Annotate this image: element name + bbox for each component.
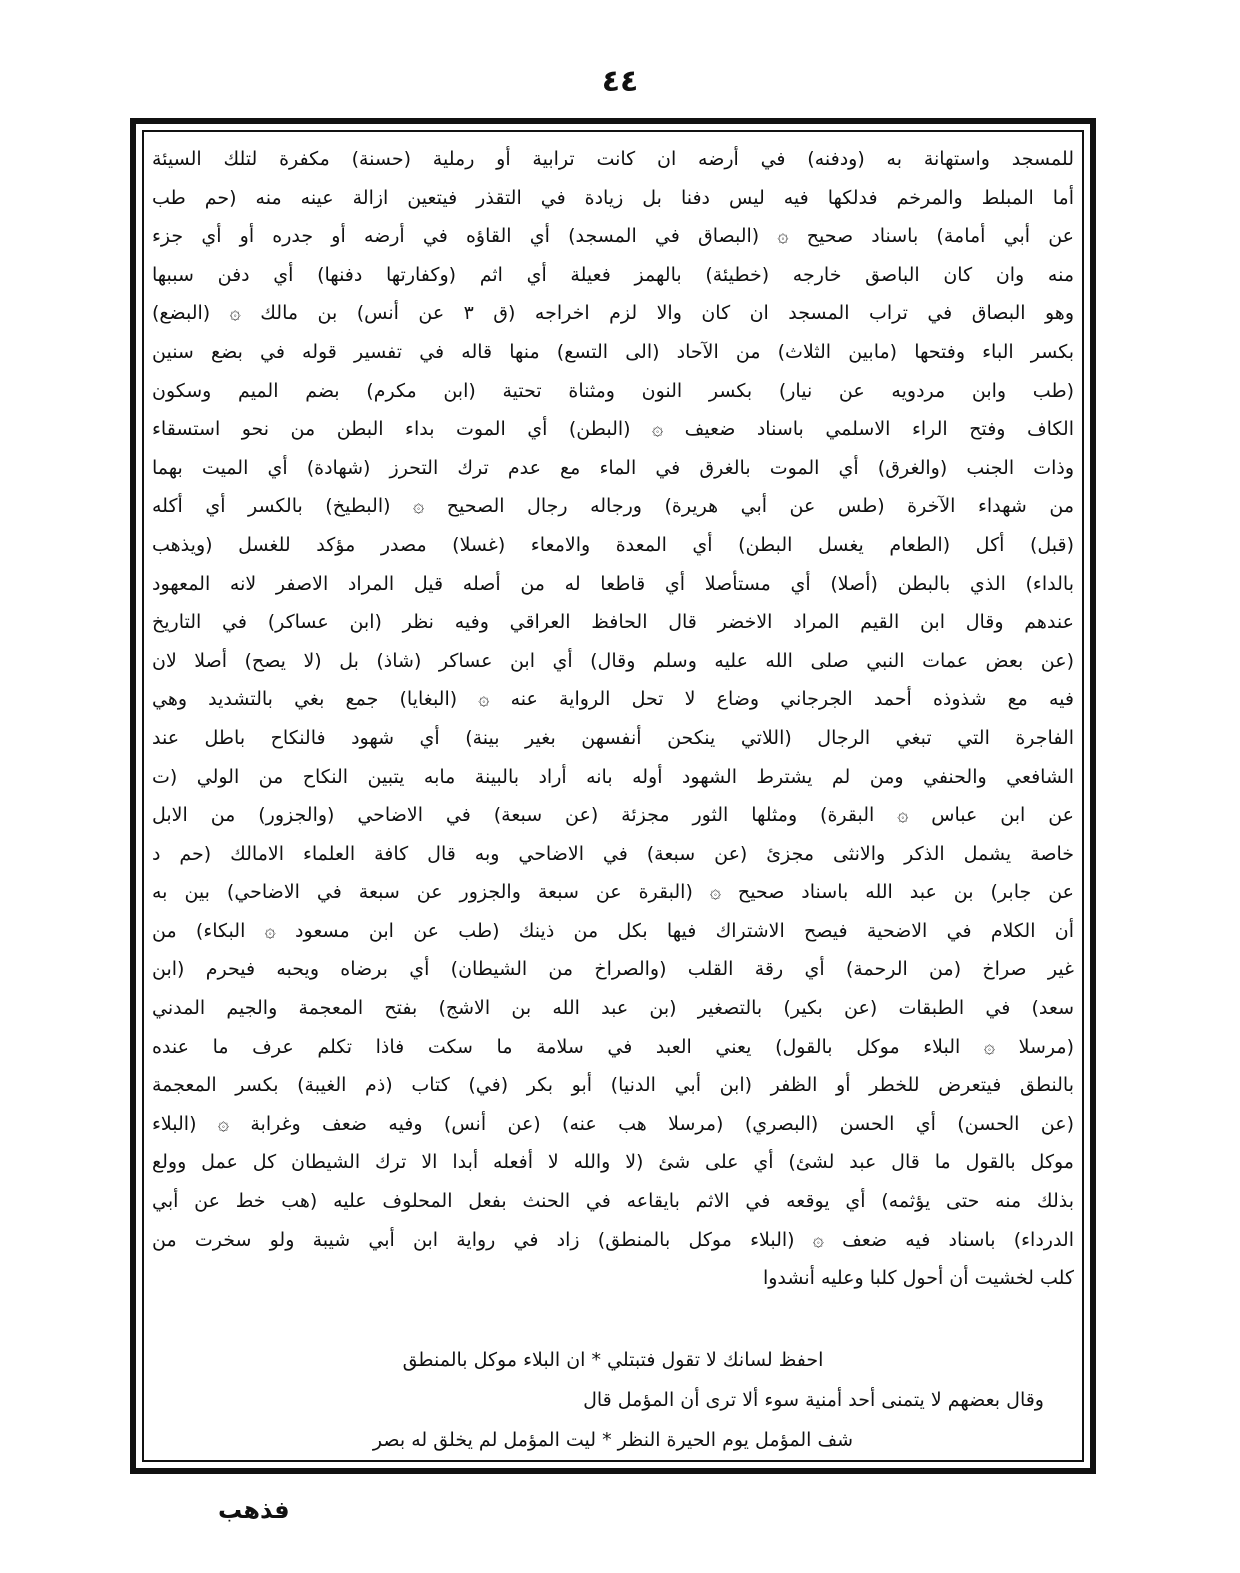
prose-line: وقال بعضهم لا يتمنى أحد أمنية سوء ألا ترى أن المؤمل قال (583, 1389, 1044, 1411)
text-line: عن جابر) بن عبد الله باسناد صحيح ۞ (البقرة عن سبعة والجزور عن سبعة في الاضاحي) بين به (152, 881, 1074, 904)
text-line: للمسجد واستهانة به (ودفنه) في أرضه ان كانت ترابية أو رملية (حسنة) مكفرة لتلك السيئة (152, 148, 1074, 170)
text-line: الدرداء) باسناد فيه ضعف ۞ (البلاء موكل بالمنطق) زاد في رواية ابن أبي شيبة ولو سخرت من (152, 1228, 1074, 1251)
text-line: خاصة يشمل الذكر والانثى مجزئ (عن سبعة) في الاضاحي وبه قال كافة العلماء الامالك (حم د (152, 842, 1074, 865)
text-line: بكسر الباء وفتحها (مابين الثلاث) من الآحاد (الى التسع) منها قاله في تفسير قوله في بضع سنين (152, 340, 1074, 363)
text-line: من شهداء الآخرة (طس عن أبي هريرة) ورجاله رجال الصحيح ۞ (البطيخ) بالكسر أي أكله (152, 495, 1074, 518)
catchword: فذهب (218, 1496, 290, 1524)
page-number: ٤٤ (601, 64, 639, 99)
text-line: (عن الحسن) أي الحسن (البصري) (مرسلا هب عنه) (عن أنس) وفيه ضعف وغرابة ۞ (البلاء (152, 1112, 1074, 1135)
text-line: سعد) في الطبقات (عن بكير) بالتصغير (بن عبد الله بن الاشج) بفتح المعجمة والجيم المدني (152, 997, 1074, 1020)
text-line: أن الكلام في الاضحية فيصح الاشتراك فيها بكل من ذينك (طب عن ابن مسعود ۞ البكاء) من (152, 919, 1074, 942)
text-line: غير صراخ (من الرحمة) أي رقة القلب (والصراخ من الشيطان) أي برضاه ويحبه فيحرم (ابن (152, 958, 1074, 981)
text-line: وذات الجنب (والغرق) أي الموت بالغرق في الماء مع عدم ترك التحرز (شهادة) أي الميت بهما (152, 456, 1074, 479)
text-line: الفاجرة التي تبغي الرجال (اللاتي ينكحن أنفسهن بغير بينة) أي شهود فالنكاح باطل عند (152, 726, 1074, 749)
text-line: أما المبلط والمرخم فدلكها فيه ليس دفنا بل زيادة في التقذر فيتعين ازالة عينه منه (حم طب (152, 186, 1074, 209)
text-line: الشافعي والحنفي ومن لم يشترط الشهود أوله بانه أراد بالبينة مابه يتبين النكاح من الولي (ت (152, 765, 1074, 788)
text-line: الكاف وفتح الراء الاسلمي باسناد ضعيف ۞ (البطن) أي الموت بداء البطن من نحو استسقاء (152, 418, 1074, 441)
text-line: بالنطق فيتعرض للخطر أو الظفر (ابن أبي الدنيا) أبو بكر (في) كتاب (ذم الغيبة) بكسر المعجمة (152, 1074, 1074, 1097)
text-line: عن أبي أمامة) باسناد صحيح ۞ (البصاق في المسجد) أي القاؤه في أرضه أو جدره أو أي جزء (152, 225, 1074, 248)
text-line: (طب وابن مردويه عن نيار) بكسر النون ومثناة تحتية (ابن مكرم) بضم الميم وسكون (152, 379, 1074, 402)
verse-line: شف المؤمل يوم الحيرة النظر * ليت المؤمل لم يخلق له بصر (372, 1429, 854, 1451)
text-line: موكل بالقول ما قال عبد لشئ) أي على شئ (لا والله لا أفعله أبدا الا ترك الشيطان كل عمل وولع (152, 1151, 1074, 1174)
text-line: عندهم وقال ابن القيم المراد الاخضر قال الحافظ العراقي وفيه نظر (ابن عساكر) في التاريخ (152, 611, 1074, 634)
text-line: كلب لخشيت أن أحول كلبا وعليه أنشدوا (762, 1267, 1074, 1290)
text-line: عن ابن عباس ۞ البقرة) ومثلها الثور مجزئة (عن سبعة) في الاضاحي (والجزور) من الابل (152, 804, 1074, 827)
text-line: وهو البصاق في تراب المسجد ان كان والا لزم اخراجه (ق ٣ عن أنس) بن مالك ۞ (البضع) (152, 302, 1074, 325)
text-line: (عن بعض عمات النبي صلى الله عليه وسلم وقال) أي ابن عساكر (شاذ) بل (لا يصح) أصلا لان (152, 649, 1074, 672)
verse-line: احفظ لسانك لا تقول فتبتلي * ان البلاء موكل بالمنطق (402, 1349, 824, 1371)
text-line: بذلك منه حتى يؤثمه) أي يوقعه في الاثم بايقاعه في الحنث بفعل المحلوف عليه (هب خط عن أبي (152, 1190, 1074, 1213)
main-text-block (152, 140, 1074, 1298)
text-line: (مرسلا ۞ البلاء موكل بالقول) يعني العبد في سلامة ما سكت فاذا تكلم عرف ما عنده (152, 1035, 1074, 1058)
text-line: بالداء) الذي بالبطن (أصلا) أي مستأصلا أي قاطعا له من أصله قيل المراد الاصفر لانه المعهود (152, 572, 1074, 595)
poetry-verses (152, 1340, 1074, 1460)
text-line: فيه مع شذوذه أحمد الجرجاني وضاع لا تحل الرواية عنه ۞ (البغايا) جمع بغي بالتشديد وهي (152, 688, 1074, 711)
text-line: (قبل) أكل (الطعام يغسل البطن) أي المعدة والامعاء (غسلا) مصدر مؤكد للغسل (ويذهب (152, 533, 1074, 556)
text-line: منه وان كان الباصق خارجه (خطيئة) بالهمز فعيلة أي اثم (وكفارتها دفنها) أي دفن سببها (152, 263, 1074, 286)
